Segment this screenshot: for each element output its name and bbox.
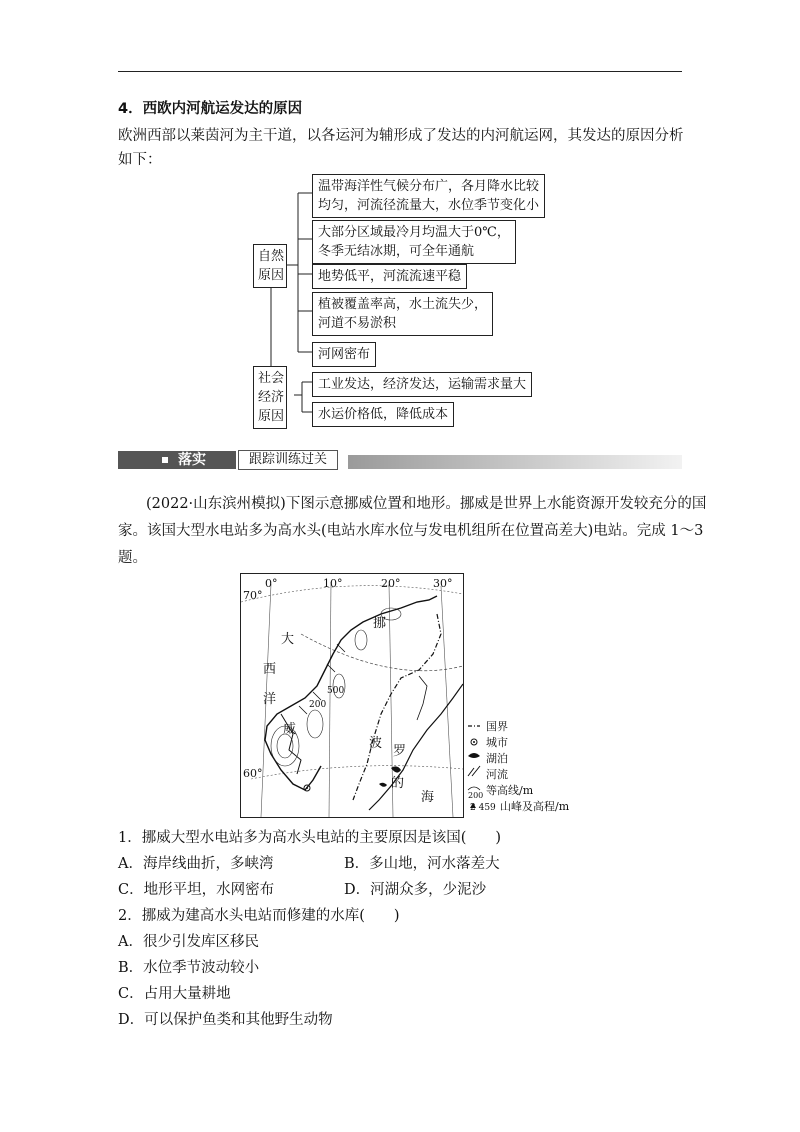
banner-square-icon	[162, 457, 168, 463]
question-2-option-a: A．很少引发库区移民	[118, 934, 259, 950]
cause-box-industry: 工业发达，经济发达，运输需求量大	[312, 372, 532, 397]
cause-box-vegetation	[312, 292, 493, 336]
sea-label-luo: 罗	[393, 744, 407, 759]
cause-box-river-network: 河网密布	[312, 342, 376, 367]
cause-box-climate-line1: 温带海洋性气候分布广，各月降水比较	[318, 179, 540, 194]
question-2-option-b: B．水位季节波动较小	[118, 960, 260, 976]
banner-title: 落实	[178, 452, 206, 468]
legend-contour-number: 200	[468, 791, 484, 800]
cause-box-cost: 水运价格低，降低成本	[312, 402, 454, 427]
question-1: 1．挪威大型水电站多为高水头电站的主要原因是该国( )	[118, 830, 502, 846]
city-marker-dot	[306, 787, 308, 789]
contour-500-label: 500	[327, 686, 345, 696]
norway-map	[240, 573, 464, 818]
lon-30-label: 30°	[433, 577, 453, 590]
gulf-coast	[417, 676, 427, 720]
cause-diagram	[250, 170, 570, 430]
social-label-2: 经济	[258, 390, 285, 405]
cause-box-vegetation-line1: 植被覆盖率高，水土流失少，	[318, 297, 488, 312]
sea-label-hai: 海	[421, 790, 435, 805]
cause-box-temperature-line1: 大部分区域最冷月均温大于0℃，	[318, 225, 510, 240]
lat-70-label: 70°	[243, 589, 263, 602]
legend-contour: 等高线/m	[486, 784, 534, 797]
section-heading: 4．西欧内河航运发达的原因	[118, 101, 303, 117]
baltic-coastline	[369, 684, 463, 810]
social-label-3: 原因	[258, 409, 285, 424]
legend-border: 国界	[486, 720, 508, 733]
question-1-option-b: B．多山地，河水落差大	[344, 856, 500, 872]
question-1-option-d: D．河湖众多，少泥沙	[344, 882, 487, 898]
sea-label-de: 的	[391, 776, 405, 791]
legend-lake: 湖泊	[486, 752, 508, 765]
cause-box-temperature	[312, 220, 516, 264]
contour-200-label: 200	[309, 700, 327, 710]
lake-mark-2	[379, 783, 387, 787]
question-2-option-d: D．可以保护鱼类和其他野生动物	[118, 1012, 333, 1028]
ocean-label-yang: 洋	[263, 692, 277, 707]
cause-box-climate-line2: 均匀，河流径流量大，水位季节变化小	[318, 198, 540, 213]
natural-label-1: 自然	[258, 249, 285, 264]
cause-box-climate	[312, 174, 545, 218]
map-legend	[466, 718, 586, 818]
question-1-option-c: C．地形平坦，水网密布	[118, 882, 275, 898]
cause-box-vegetation-line2: 河道不易淤积	[318, 316, 397, 331]
sea-label-bo: 波	[369, 736, 383, 751]
cause-box-temperature-line2: 冬季无结冰期，可全年通航	[318, 244, 475, 259]
legend-peak-number: 2 459	[470, 803, 496, 813]
intro-text-line1: 欧洲西部以莱茵河为主干道，以各运河为辅形成了发达的内河航运网，其发达的原因分析	[118, 128, 684, 144]
arctic-circle	[301, 634, 463, 671]
meridian-10	[329, 582, 331, 817]
ocean-label-da: 大	[281, 632, 295, 647]
lon-20-label: 20°	[381, 577, 401, 590]
question-intro-line2: 家。该国大型水电站多为高水头(电站水库水位与发电机组所在位置高差大)电站。完成 1～3	[118, 523, 704, 539]
natural-cause-box	[253, 244, 287, 288]
lat-60-label: 60°	[243, 767, 263, 780]
country-label-nuo: 挪	[373, 616, 387, 631]
banner-gradient	[348, 455, 682, 469]
question-1-option-a: A．海岸线曲折，多峡湾	[118, 856, 274, 872]
banner-subtitle: 跟踪训练过关	[238, 450, 338, 470]
meridian-30	[441, 586, 453, 817]
ocean-label-xi: 西	[263, 662, 277, 677]
lon-10-label: 10°	[323, 577, 343, 590]
legend-river: 河流	[486, 768, 508, 781]
country-label-wei: 威	[283, 722, 297, 737]
social-label-1: 社会	[258, 371, 285, 386]
cause-box-terrain: 地势低平，河流流速平稳	[312, 264, 467, 289]
question-intro-line3: 题。	[118, 550, 147, 566]
legend-city: 城市	[486, 736, 508, 749]
question-intro-line1: (2022·山东滨州模拟)下图示意挪威位置和地形。挪威是世界上水能资源开发较充分的国	[146, 496, 707, 512]
social-cause-box	[253, 366, 287, 429]
question-2: 2．挪威为建高水头电站而修建的水库( )	[118, 908, 400, 924]
question-2-option-c: C．占用大量耕地	[118, 986, 231, 1002]
header-rule	[118, 71, 682, 72]
lon-0-label: 0°	[265, 577, 278, 590]
norway-coastline	[265, 596, 437, 790]
banner-dark-block	[118, 451, 236, 469]
natural-label-2: 原因	[258, 268, 285, 283]
legend-peak: 山峰及高程/m	[500, 800, 570, 813]
section-banner	[118, 449, 682, 471]
intro-text-line2: 如下：	[118, 152, 162, 168]
